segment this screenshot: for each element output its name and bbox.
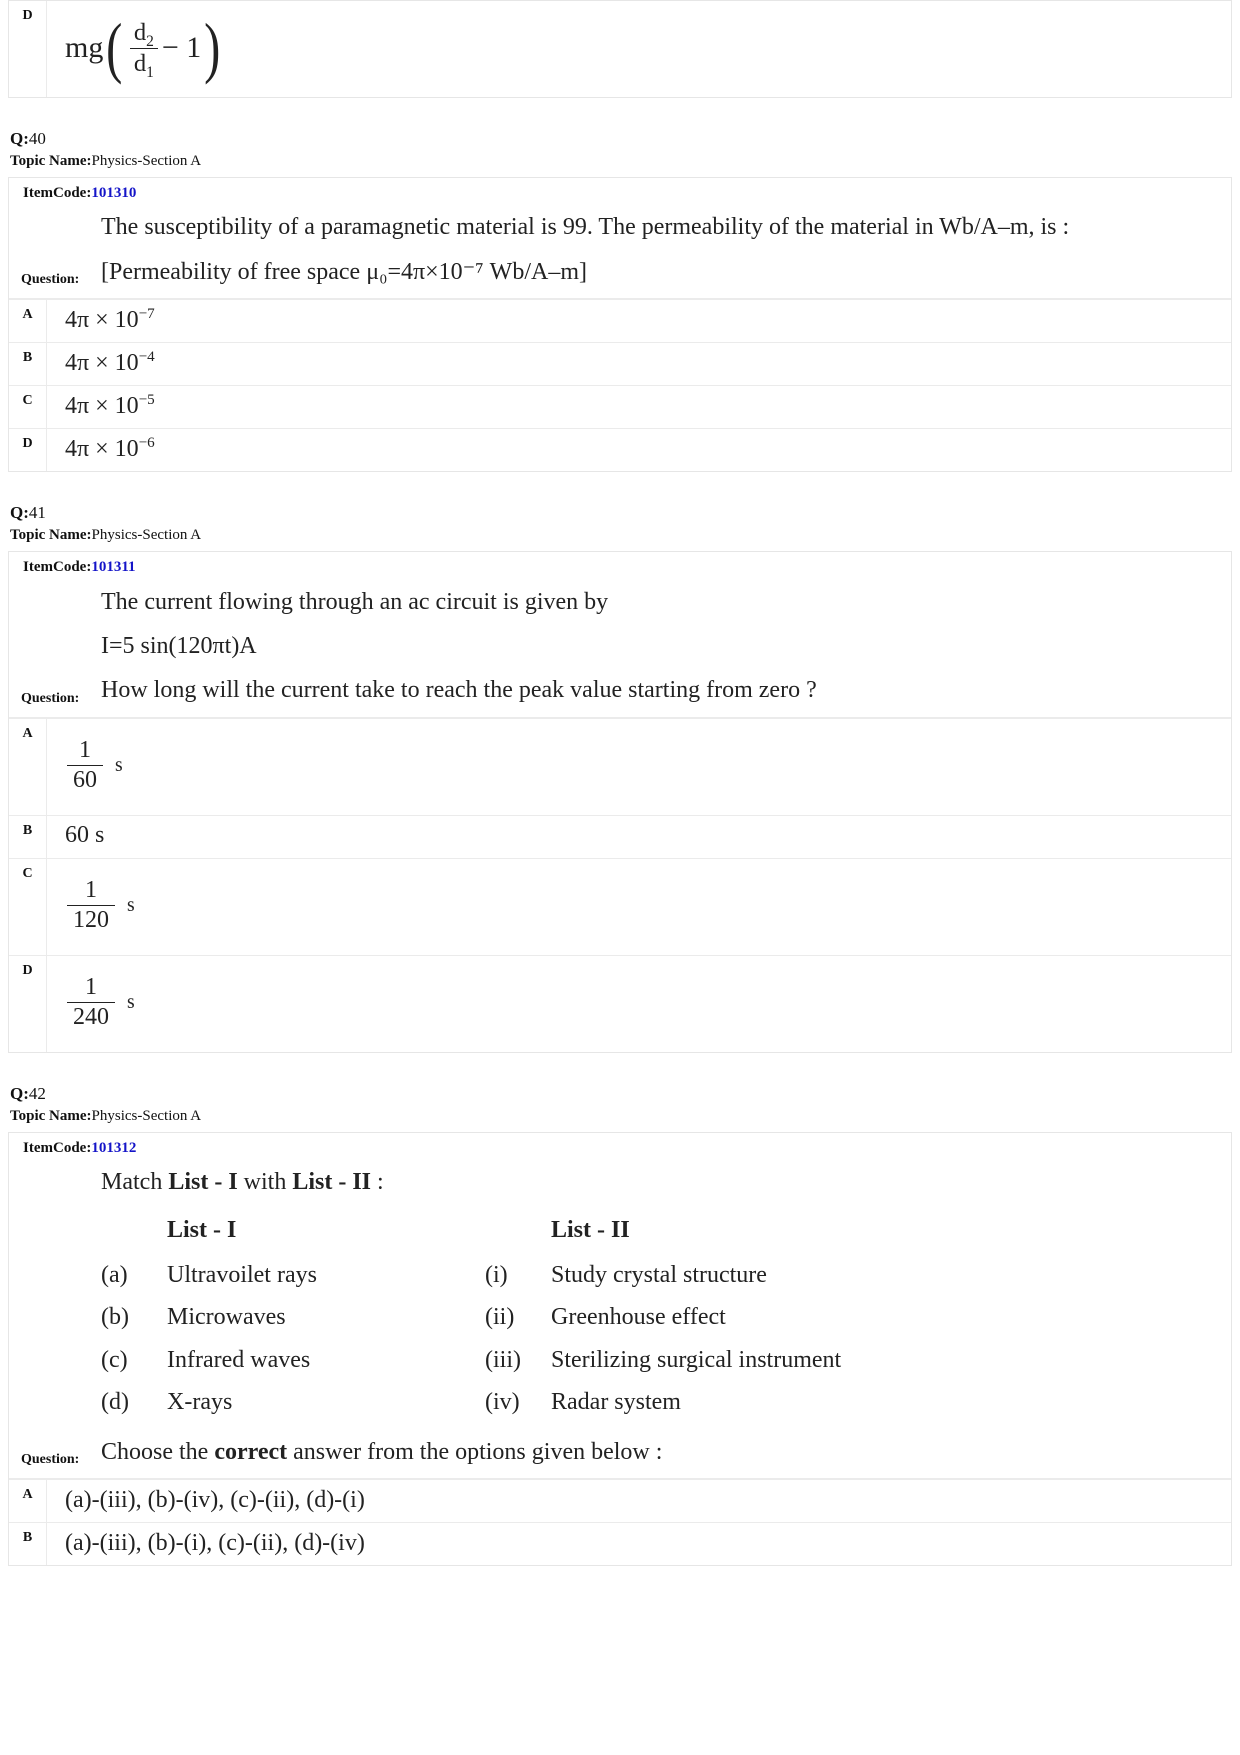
itemcode-label: ItemCode:	[23, 1139, 92, 1156]
list1-header: List - I	[167, 1216, 237, 1243]
choose-answer-instruction	[101, 1430, 1215, 1474]
fraction-1-over-240	[67, 974, 115, 1031]
match-list-table	[101, 1209, 841, 1424]
list2-header: List - II	[551, 1216, 630, 1243]
question-header-42	[8, 1081, 1232, 1132]
table-row	[101, 1381, 841, 1423]
list1-key: (b)	[101, 1304, 129, 1331]
fraction-numerator: 1	[67, 877, 115, 906]
option-row[interactable]	[9, 428, 1231, 471]
spacer	[8, 98, 1232, 126]
topic-name-41	[10, 525, 1230, 551]
question-stem-41	[101, 580, 1231, 713]
option-row[interactable]	[9, 858, 1231, 955]
fraction-numerator: 1	[67, 974, 115, 1003]
fraction-numerator: $d_2$	[130, 19, 158, 48]
question-card-40	[8, 177, 1232, 472]
topic-value: Physics-Section A	[91, 152, 202, 169]
topic-label: Topic Name:	[10, 1107, 92, 1124]
list1-value: Microwaves	[167, 1304, 286, 1331]
option-letter: D	[9, 1, 47, 97]
list2-value: Sterilizing surgical instrument	[551, 1346, 842, 1373]
option-content	[47, 1, 1231, 97]
fraction-numerator: 1	[67, 737, 103, 766]
spacer	[8, 1566, 1232, 1584]
option-row[interactable]	[9, 955, 1231, 1052]
fraction-denominator: $d_1$	[133, 49, 154, 81]
spacer	[8, 1053, 1232, 1081]
match-intro-post: :	[371, 1169, 384, 1196]
topic-label: Topic Name:	[10, 527, 92, 544]
list1-key: (c)	[101, 1346, 128, 1373]
table-header-row	[101, 1209, 841, 1254]
question-stem-42	[101, 1160, 1231, 1474]
topic-name-40	[10, 151, 1230, 177]
left-paren-glyph: (	[106, 9, 123, 85]
option-content	[47, 386, 1231, 428]
option-row[interactable]	[9, 299, 1231, 342]
option-row[interactable]	[9, 815, 1231, 858]
spacer	[8, 472, 1232, 500]
option-letter: C	[9, 386, 47, 428]
question-card-42	[8, 1132, 1232, 1566]
fraction-1-over-120	[67, 877, 115, 934]
option-row[interactable]	[9, 385, 1231, 428]
formula-tail: − 1	[161, 31, 202, 64]
option-content	[47, 300, 1231, 342]
list2-value: Greenhouse effect	[551, 1304, 726, 1331]
question-number-42	[10, 1081, 1230, 1106]
question-stem-40	[101, 205, 1231, 294]
unit-label: s	[127, 894, 135, 917]
question-header-41	[8, 500, 1232, 551]
option-content	[47, 719, 1231, 815]
itemcode-label: ItemCode:	[23, 184, 92, 201]
option-text: 60 s	[65, 822, 105, 849]
q-prefix-label: Q:	[10, 503, 29, 523]
choose-pre: Choose the	[101, 1438, 215, 1465]
option-formula: $4\pi \times 10^{-6}$	[65, 434, 155, 462]
itemcode-row-42	[9, 1133, 1231, 1161]
match-instruction	[101, 1160, 1215, 1204]
list1-value: Infrared waves	[167, 1346, 311, 1373]
option-letter: A	[9, 1480, 47, 1522]
right-paren-glyph: )	[204, 9, 221, 85]
stem-line-formula: I=5 sin(120πt)A	[101, 633, 257, 660]
option-content	[47, 429, 1231, 471]
match-intro-list2: List - II	[292, 1169, 372, 1196]
question-label: Question:	[21, 690, 80, 706]
topic-value: Physics-Section A	[91, 527, 202, 544]
option-formula: $4\pi \times 10^{-5}$	[65, 391, 155, 419]
table-row	[101, 1296, 841, 1338]
list2-value: Radar system	[551, 1389, 681, 1416]
itemcode-value: 101310	[91, 184, 137, 201]
itemcode-value: 101311	[91, 559, 136, 576]
stem-line: How long will the current take to reach the peak value starting from zero ?	[101, 677, 817, 704]
choose-post: answer from the options given below :	[287, 1438, 663, 1465]
option-letter: C	[9, 859, 47, 955]
formula-mg-d2-over-d1-minus-1	[65, 9, 224, 85]
q-number-value: 40	[28, 129, 46, 148]
q-number-value: 42	[28, 1083, 46, 1103]
option-formula: $4\pi \times 10^{-7}$	[65, 305, 155, 333]
option-letter: D	[9, 429, 47, 471]
stem-line: [Permeability of free space μ₀=4π×10⁻⁷ Wb/A–m]	[101, 258, 587, 285]
list2-key: (iv)	[485, 1389, 520, 1416]
option-content	[47, 816, 1231, 858]
question-stem-row-42	[9, 1160, 1231, 1479]
itemcode-value: 101312	[91, 1139, 137, 1156]
question-label: Question:	[21, 272, 80, 288]
option-row[interactable]	[9, 1522, 1231, 1565]
option-content: (a)-(iii), (b)-(iv), (c)-(ii), (d)-(i)	[65, 1486, 365, 1513]
question-card-41	[8, 551, 1232, 1053]
stem-line: The current flowing through an ac circuit is given by	[101, 588, 609, 615]
option-row[interactable]	[9, 1, 1231, 97]
option-letter: B	[9, 816, 47, 858]
q-prefix-label: Q:	[10, 1083, 29, 1103]
match-intro-list1: List - I	[168, 1169, 238, 1196]
topic-label: Topic Name:	[10, 152, 92, 169]
option-row[interactable]	[9, 1479, 1231, 1522]
option-content	[47, 956, 1231, 1052]
itemcode-row-41	[9, 552, 1231, 580]
option-letter: A	[9, 300, 47, 342]
option-content	[47, 343, 1231, 385]
fraction-denominator: 120	[73, 907, 109, 934]
partial-option-card	[8, 0, 1232, 98]
list2-key: (iii)	[485, 1346, 521, 1373]
fraction-denominator: 240	[73, 1004, 109, 1031]
option-letter: B	[9, 343, 47, 385]
table-row	[101, 1254, 841, 1296]
list1-value: X-rays	[167, 1389, 233, 1416]
q-number-value: 41	[28, 503, 46, 523]
header-spacer-2	[485, 1209, 551, 1254]
choose-emphasis: correct	[214, 1438, 288, 1465]
unit-label: s	[127, 991, 135, 1014]
itemcode-label: ItemCode:	[23, 559, 92, 576]
fraction-1-over-60	[67, 737, 103, 794]
option-row[interactable]	[9, 342, 1231, 385]
match-intro-pre: Match	[101, 1169, 169, 1196]
table-row	[101, 1339, 841, 1381]
list2-key: (ii)	[485, 1304, 515, 1331]
question-stem-row-41	[9, 580, 1231, 718]
question-label: Question:	[21, 1452, 80, 1467]
formula-lead: mg	[65, 31, 104, 64]
fraction-denominator: 60	[73, 767, 97, 794]
header-spacer-1	[101, 1209, 167, 1254]
list1-key: (d)	[101, 1389, 129, 1416]
option-letter: B	[9, 1523, 47, 1565]
q-prefix-label: Q:	[10, 129, 29, 148]
option-letter: D	[9, 956, 47, 1052]
unit-label: s	[115, 754, 123, 777]
option-row[interactable]	[9, 718, 1231, 815]
option-content: (a)-(iii), (b)-(i), (c)-(ii), (d)-(iv)	[65, 1529, 365, 1556]
option-letter: A	[9, 719, 47, 815]
list2-value: Study crystal structure	[551, 1262, 767, 1289]
fraction-d2-d1	[130, 19, 158, 81]
question-stem-row-40	[9, 205, 1231, 299]
list1-key: (a)	[101, 1262, 128, 1289]
topic-name-42	[10, 1106, 1230, 1132]
itemcode-row-40	[9, 178, 1231, 206]
option-content	[47, 859, 1231, 955]
question-header-40	[8, 126, 1232, 177]
match-intro-mid: with	[237, 1169, 293, 1196]
question-number-41	[10, 500, 1230, 525]
stem-line: The susceptibility of a paramagnetic material is 99. The permeability of the material in Wb/A–m, is :	[101, 214, 1070, 241]
option-formula: $4\pi \times 10^{-4}$	[65, 348, 155, 376]
topic-value: Physics-Section A	[91, 1107, 202, 1124]
question-number-40	[10, 126, 1230, 151]
list2-key: (i)	[485, 1262, 508, 1289]
list1-value: Ultravoilet rays	[167, 1262, 317, 1289]
